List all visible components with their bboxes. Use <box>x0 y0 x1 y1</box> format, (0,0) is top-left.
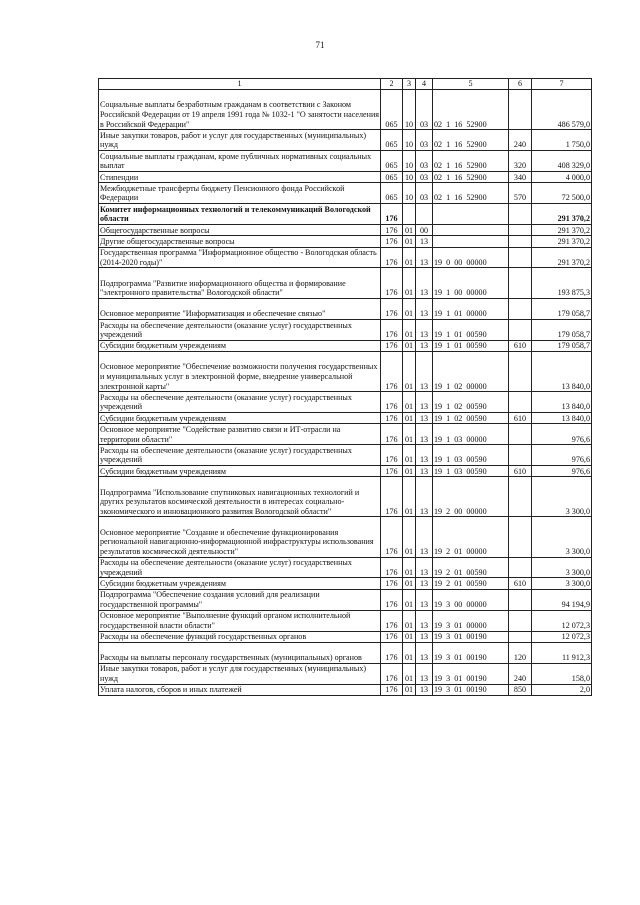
row-subsection: 13 <box>416 268 433 299</box>
row-subsection: 03 <box>416 130 433 151</box>
row-amount: 12 072,3 <box>532 631 592 642</box>
row-section: 01 <box>403 236 416 247</box>
row-name: Основное мероприятие "Создание и обеспечение функционирования региональной навигационно-информационной инфраструктуры использования результатов космической деятельности" <box>99 517 381 557</box>
row-name: Социальные выплаты безработным гражданам в соответствии с Законом Российской Федерации от 19 апреля 1991 года № 1032-1 "О занятости населения в Российской Федерации" <box>99 90 381 130</box>
row-code: 176 <box>381 392 403 413</box>
table-row <box>99 352 592 392</box>
row-name: Расходы на выплаты персоналу государственных (муниципальных) органов <box>99 642 381 663</box>
row-section: 01 <box>403 247 416 268</box>
row-subsection: 13 <box>416 298 433 319</box>
row-code: 176 <box>381 631 403 642</box>
row-amount: 486 579,0 <box>532 90 592 130</box>
row-expense-type <box>509 589 532 610</box>
row-name: Субсидии бюджетным учреждениям <box>99 466 381 477</box>
row-expense-type: 850 <box>509 684 532 695</box>
row-subsection: 13 <box>416 578 433 589</box>
row-target-article <box>433 204 509 225</box>
row-code: 176 <box>381 424 403 445</box>
row-amount: 3 300,0 <box>532 557 592 578</box>
row-code: 065 <box>381 90 403 130</box>
row-expense-type: 240 <box>509 663 532 684</box>
row-expense-type: 120 <box>509 642 532 663</box>
row-target-article: 19 3 01 00190 <box>433 642 509 663</box>
table-row <box>99 642 592 663</box>
row-target-article: 19 1 01 00590 <box>433 340 509 351</box>
row-subsection: 13 <box>416 684 433 695</box>
row-target-article: 02 1 16 52900 <box>433 183 509 204</box>
row-target-article: 19 1 01 00000 <box>433 298 509 319</box>
row-target-article: 02 1 16 52900 <box>433 130 509 151</box>
row-section: 01 <box>403 589 416 610</box>
table-row <box>99 224 592 235</box>
row-expense-type <box>509 392 532 413</box>
row-subsection: 13 <box>416 319 433 340</box>
row-target-article: 19 3 01 00000 <box>433 610 509 631</box>
table-row <box>99 340 592 351</box>
table-row <box>99 610 592 631</box>
row-subsection: 13 <box>416 663 433 684</box>
row-target-article: 19 3 00 00000 <box>433 589 509 610</box>
table-row <box>99 424 592 445</box>
row-amount: 11 912,3 <box>532 642 592 663</box>
row-amount: 13 840,0 <box>532 413 592 424</box>
row-target-article: 19 1 01 00590 <box>433 319 509 340</box>
row-target-article: 19 1 03 00590 <box>433 445 509 466</box>
row-code: 176 <box>381 445 403 466</box>
row-expense-type: 570 <box>509 183 532 204</box>
row-section <box>403 204 416 225</box>
row-amount: 72 500,0 <box>532 183 592 204</box>
row-name: Расходы на обеспечение деятельности (оказание услуг) государственных учреждений <box>99 445 381 466</box>
row-name: Расходы на обеспечение деятельности (оказание услуг) государственных учреждений <box>99 392 381 413</box>
header-cell: 1 <box>99 79 381 90</box>
table-row <box>99 183 592 204</box>
row-amount: 158,0 <box>532 663 592 684</box>
row-amount: 976,6 <box>532 424 592 445</box>
row-target-article: 19 1 03 00590 <box>433 466 509 477</box>
table-row <box>99 684 592 695</box>
row-code: 176 <box>381 466 403 477</box>
row-amount: 4 000,0 <box>532 171 592 182</box>
row-name: Основное мероприятие "Содействие развитию связи и ИТ-отрасли на территории области" <box>99 424 381 445</box>
table-row <box>99 298 592 319</box>
row-subsection <box>416 204 433 225</box>
row-section: 01 <box>403 268 416 299</box>
row-section: 01 <box>403 340 416 351</box>
table-row <box>99 466 592 477</box>
row-subsection: 13 <box>416 236 433 247</box>
row-amount: 193 875,3 <box>532 268 592 299</box>
row-section: 01 <box>403 477 416 517</box>
row-subsection: 13 <box>416 557 433 578</box>
row-subsection: 13 <box>416 466 433 477</box>
table-row <box>99 663 592 684</box>
header-cell: 7 <box>532 79 592 90</box>
row-section: 01 <box>403 392 416 413</box>
row-name: Основное мероприятие "Информатизация и обеспечение связью" <box>99 298 381 319</box>
row-subsection: 00 <box>416 224 433 235</box>
table-body <box>99 90 592 696</box>
row-code: 065 <box>381 171 403 182</box>
row-expense-type <box>509 247 532 268</box>
row-expense-type <box>509 557 532 578</box>
row-section: 01 <box>403 578 416 589</box>
row-target-article <box>433 224 509 235</box>
row-name: Иные закупки товаров, работ и услуг для государственных (муниципальных) нужд <box>99 663 381 684</box>
row-name: Уплата налогов, сборов и иных платежей <box>99 684 381 695</box>
row-name: Расходы на обеспечение деятельности (оказание услуг) государственных учреждений <box>99 557 381 578</box>
row-expense-type <box>509 477 532 517</box>
row-name: Общегосударственные вопросы <box>99 224 381 235</box>
row-name: Межбюджетные трансферты бюджету Пенсионного фонда Российской Федерации <box>99 183 381 204</box>
row-code: 176 <box>381 340 403 351</box>
row-section: 10 <box>403 130 416 151</box>
row-section: 01 <box>403 663 416 684</box>
row-name: Субсидии бюджетным учреждениям <box>99 340 381 351</box>
row-amount: 179 058,7 <box>532 319 592 340</box>
row-target-article: 19 2 01 00590 <box>433 557 509 578</box>
row-subsection: 13 <box>416 631 433 642</box>
row-target-article: 19 1 02 00590 <box>433 413 509 424</box>
row-expense-type: 610 <box>509 578 532 589</box>
row-section: 01 <box>403 642 416 663</box>
row-name: Иные закупки товаров, работ и услуг для государственных (муниципальных) нужд <box>99 130 381 151</box>
row-subsection: 03 <box>416 183 433 204</box>
row-target-article: 19 1 03 00000 <box>433 424 509 445</box>
row-target-article <box>433 236 509 247</box>
table-row <box>99 517 592 557</box>
row-expense-type: 320 <box>509 150 532 171</box>
table-row <box>99 236 592 247</box>
row-expense-type <box>509 204 532 225</box>
row-section: 01 <box>403 424 416 445</box>
row-section: 10 <box>403 150 416 171</box>
row-target-article: 19 0 00 00000 <box>433 247 509 268</box>
row-code: 176 <box>381 224 403 235</box>
row-target-article: 02 1 16 52900 <box>433 150 509 171</box>
row-amount: 179 058,7 <box>532 340 592 351</box>
row-section: 01 <box>403 517 416 557</box>
row-code: 176 <box>381 352 403 392</box>
row-amount: 291 370,2 <box>532 236 592 247</box>
row-section: 01 <box>403 413 416 424</box>
header-cell: 3 <box>403 79 416 90</box>
row-amount: 976,6 <box>532 445 592 466</box>
row-name: Основное мероприятие "Выполнение функций органом исполнительной государственной власти области" <box>99 610 381 631</box>
row-code: 176 <box>381 236 403 247</box>
row-target-article: 19 3 01 00190 <box>433 663 509 684</box>
row-section: 01 <box>403 557 416 578</box>
table-row <box>99 392 592 413</box>
row-name: Расходы на обеспечение деятельности (оказание услуг) государственных учреждений <box>99 319 381 340</box>
header-row <box>99 79 592 90</box>
row-code: 065 <box>381 130 403 151</box>
row-amount: 12 072,3 <box>532 610 592 631</box>
row-code: 176 <box>381 247 403 268</box>
row-name: Социальные выплаты гражданам, кроме публичных нормативных социальных выплат <box>99 150 381 171</box>
row-expense-type <box>509 298 532 319</box>
row-code: 176 <box>381 268 403 299</box>
row-code: 176 <box>381 204 403 225</box>
row-subsection: 13 <box>416 352 433 392</box>
row-code: 176 <box>381 663 403 684</box>
row-code: 176 <box>381 684 403 695</box>
row-subsection: 13 <box>416 477 433 517</box>
row-expense-type <box>509 268 532 299</box>
row-code: 176 <box>381 589 403 610</box>
row-subsection: 03 <box>416 90 433 130</box>
table-row <box>99 631 592 642</box>
header-cell: 2 <box>381 79 403 90</box>
row-amount: 94 194,9 <box>532 589 592 610</box>
row-subsection: 13 <box>416 517 433 557</box>
row-expense-type <box>509 236 532 247</box>
table-row <box>99 557 592 578</box>
row-expense-type <box>509 352 532 392</box>
row-target-article: 19 1 02 00000 <box>433 352 509 392</box>
row-subsection: 13 <box>416 424 433 445</box>
row-amount: 13 840,0 <box>532 352 592 392</box>
header-cell: 4 <box>416 79 433 90</box>
row-code: 176 <box>381 642 403 663</box>
row-amount: 3 300,0 <box>532 578 592 589</box>
row-amount: 1 750,0 <box>532 130 592 151</box>
row-expense-type <box>509 610 532 631</box>
row-expense-type <box>509 631 532 642</box>
row-name: Субсидии бюджетным учреждениям <box>99 578 381 589</box>
row-section: 01 <box>403 684 416 695</box>
row-section: 01 <box>403 466 416 477</box>
row-amount: 3 300,0 <box>532 477 592 517</box>
row-expense-type: 340 <box>509 171 532 182</box>
table-row <box>99 413 592 424</box>
row-code: 176 <box>381 610 403 631</box>
row-amount: 3 300,0 <box>532 517 592 557</box>
row-code: 176 <box>381 319 403 340</box>
row-subsection: 13 <box>416 247 433 268</box>
row-target-article: 19 3 01 00190 <box>433 684 509 695</box>
page-number: 71 <box>315 40 325 50</box>
table-row <box>99 247 592 268</box>
row-subsection: 13 <box>416 340 433 351</box>
row-subsection: 03 <box>416 150 433 171</box>
row-amount: 179 058,7 <box>532 298 592 319</box>
row-section: 10 <box>403 183 416 204</box>
row-expense-type: 610 <box>509 466 532 477</box>
row-section: 01 <box>403 224 416 235</box>
table-row <box>99 578 592 589</box>
table-row <box>99 319 592 340</box>
row-name: Субсидии бюджетным учреждениям <box>99 413 381 424</box>
row-subsection: 03 <box>416 171 433 182</box>
row-name: Основное мероприятие "Обеспечение возможности получения государственных и муниципальных услуг в электронной форме, внедрение универсальной электронной карты" <box>99 352 381 392</box>
row-section: 10 <box>403 90 416 130</box>
row-amount: 13 840,0 <box>532 392 592 413</box>
row-section: 10 <box>403 171 416 182</box>
row-target-article: 19 2 01 00000 <box>433 517 509 557</box>
row-name: Подпрограмма "Обеспечение создания условий для реализации государственной программы" <box>99 589 381 610</box>
row-name: Подпрограмма "Развитие информационного общества и формирование "электронного правительства" Вологодской области" <box>99 268 381 299</box>
header-cell: 5 <box>433 79 509 90</box>
row-target-article: 19 3 01 00190 <box>433 631 509 642</box>
row-amount: 291 370,2 <box>532 204 592 225</box>
row-subsection: 13 <box>416 392 433 413</box>
row-target-article: 19 2 01 00590 <box>433 578 509 589</box>
table-row <box>99 150 592 171</box>
row-target-article: 02 1 16 52900 <box>433 171 509 182</box>
table-row <box>99 445 592 466</box>
row-name: Подпрограмма "Использование спутниковых навигационных технологий и других результатов космической деятельности в интересах социально-экономического и инновационного развития Вологодской области" <box>99 477 381 517</box>
row-expense-type <box>509 445 532 466</box>
row-code: 176 <box>381 298 403 319</box>
row-name: Комитет информационных технологий и телекоммуникаций Вологодской области <box>99 204 381 225</box>
row-name: Другие общегосударственные вопросы <box>99 236 381 247</box>
row-subsection: 13 <box>416 413 433 424</box>
row-code: 176 <box>381 578 403 589</box>
row-target-article: 19 1 02 00590 <box>433 392 509 413</box>
row-section: 01 <box>403 445 416 466</box>
row-target-article: 02 1 16 52900 <box>433 90 509 130</box>
row-section: 01 <box>403 631 416 642</box>
row-amount: 976,6 <box>532 466 592 477</box>
row-expense-type: 610 <box>509 340 532 351</box>
row-subsection: 13 <box>416 589 433 610</box>
row-code: 176 <box>381 477 403 517</box>
row-subsection: 13 <box>416 610 433 631</box>
row-name: Стипендии <box>99 171 381 182</box>
row-expense-type: 240 <box>509 130 532 151</box>
row-section: 01 <box>403 610 416 631</box>
table-row <box>99 130 592 151</box>
row-amount: 408 329,0 <box>532 150 592 171</box>
row-expense-type <box>509 224 532 235</box>
row-section: 01 <box>403 319 416 340</box>
row-code: 065 <box>381 150 403 171</box>
row-amount: 2,0 <box>532 684 592 695</box>
row-expense-type <box>509 90 532 130</box>
table-row <box>99 90 592 130</box>
table-row <box>99 171 592 182</box>
row-expense-type: 610 <box>509 413 532 424</box>
row-amount: 291 370,2 <box>532 247 592 268</box>
row-section: 01 <box>403 352 416 392</box>
row-name: Расходы на обеспечение функций государственных органов <box>99 631 381 642</box>
row-code: 065 <box>381 183 403 204</box>
table-row <box>99 204 592 225</box>
row-code: 176 <box>381 557 403 578</box>
row-expense-type <box>509 424 532 445</box>
row-code: 176 <box>381 517 403 557</box>
row-code: 176 <box>381 413 403 424</box>
budget-table <box>98 78 592 696</box>
row-expense-type <box>509 319 532 340</box>
row-target-article: 19 2 00 00000 <box>433 477 509 517</box>
row-subsection: 13 <box>416 445 433 466</box>
row-expense-type <box>509 517 532 557</box>
table-row <box>99 268 592 299</box>
table-row <box>99 589 592 610</box>
header-cell: 6 <box>509 79 532 90</box>
row-subsection: 13 <box>416 642 433 663</box>
table-row <box>99 477 592 517</box>
row-section: 01 <box>403 298 416 319</box>
row-target-article: 19 1 00 00000 <box>433 268 509 299</box>
row-amount: 291 370,2 <box>532 224 592 235</box>
row-name: Государственная программа "Информационное общество - Вологодская область (2014-2020 годы)" <box>99 247 381 268</box>
